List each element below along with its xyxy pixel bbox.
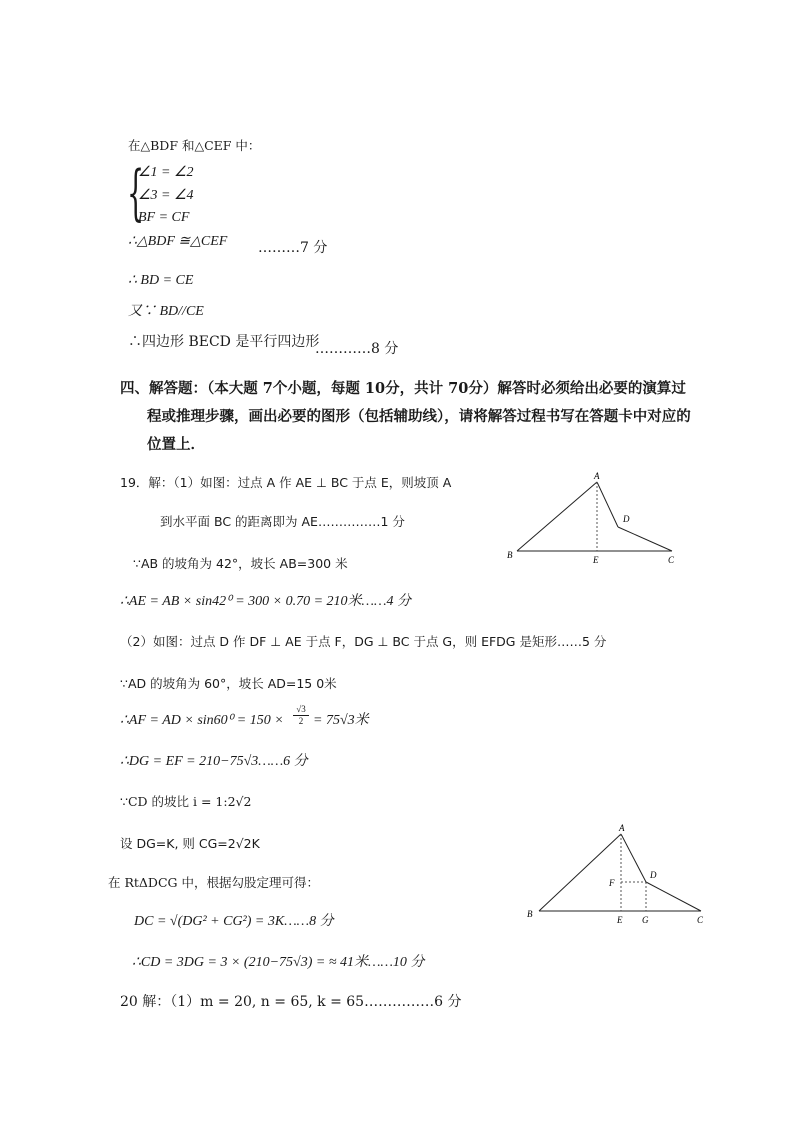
fig2-label-e: E — [617, 915, 623, 925]
q19-af-calc-right: = 75√3米 — [313, 713, 369, 728]
proof-bd-equals-ce: ∴ BD = CE — [128, 273, 194, 288]
fig2-label-a: A — [619, 823, 625, 833]
system-brace: { — [127, 158, 145, 228]
q19-ae-calc: ∴AE = AB × sin42⁰ = 300 × 0.70 = 210米……4 分 — [120, 594, 411, 609]
fig1-line-dc — [618, 527, 672, 551]
q20-line: 20 解：（1）m = 20, n = 65, k = 65……………6 分 — [120, 994, 462, 1010]
fig2-label-g: G — [642, 915, 649, 925]
q19-slope-ad: ∵AD 的坡角为 60°，坡长 AD=15 0米 — [120, 676, 337, 691]
fig2-label-c: C — [697, 915, 704, 925]
fig1-label-a: A — [594, 471, 600, 481]
section4-line3: 位置上． — [147, 436, 205, 453]
q19-slope-ab: ∵AB 的坡角为 42°，坡长 AB=300 米 — [133, 556, 348, 571]
proof-parallelogram-score: …………8 分 — [315, 341, 399, 357]
q19-dg-calc: ∴DG = EF = 210−75√3……6 分 — [120, 754, 308, 769]
q19-part2: （2）如图：过点 D 作 DF ⊥ AE 于点 F，DG ⊥ BC 于点 G，则 EFDG 是矩形……5 分 — [120, 634, 607, 649]
fig1-label-b: B — [507, 550, 513, 560]
q19-af-calc-left: ∴AF = AD × sin60⁰ = 150 × — [120, 713, 284, 728]
figure-2-diagram — [525, 820, 715, 930]
fig2-line-ab — [539, 834, 621, 911]
figure-1-diagram — [500, 470, 690, 570]
fig2-line-dc — [646, 882, 701, 911]
q19-af-fraction-denominator: 2 — [298, 716, 304, 726]
fig1-line-ad — [597, 482, 618, 527]
fig1-label-d: D — [623, 514, 630, 524]
fig1-label-e: E — [593, 555, 599, 565]
q19-intro: 19．解：（1）如图：过点 A 作 AE ⊥ BC 于点 E，则坡顶 A — [120, 475, 452, 490]
proof-congruent: ∴△BDF ≅△CEF — [128, 234, 228, 249]
proof-condition-2: ∠3 = ∠4 — [138, 188, 194, 203]
proof-condition-3: BF = CF — [138, 210, 190, 225]
proof-intro: 在△BDF 和△CEF 中： — [128, 138, 261, 153]
proof-parallelogram: ∴四边形 BECD 是平行四边形 — [128, 334, 320, 350]
fig1-line-ab — [517, 482, 597, 551]
fig2-label-d: D — [650, 870, 657, 880]
q19-af-fraction-numerator: √3 — [293, 704, 309, 716]
section4-line2: 程或推理步骤，画出必要的图形（包括辅助线），请将解答过程书写在答题卡中对应的 — [147, 408, 691, 425]
proof-condition-1: ∠1 = ∠2 — [138, 165, 194, 180]
q19-intro2: 到水平面 BC 的距离即为 AE……………1 分 — [160, 514, 405, 529]
fig2-label-f: F — [609, 878, 615, 888]
fig2-label-b: B — [527, 909, 533, 919]
q19-af-fraction — [293, 704, 309, 727]
q19-pythagoras: 在 RtΔDCG 中，根据勾股定理可得： — [108, 875, 319, 890]
fig1-label-c: C — [668, 555, 675, 565]
proof-parallel: 又∵ BD//CE — [128, 304, 204, 319]
q19-set-dg: 设 DG=K, 则 CG=2√2K — [120, 836, 260, 851]
section4-line1: 四、解答题：（本大题 7个小题，每题 10分，共计 70分）解答时必须给出必要的演算过 — [120, 380, 686, 397]
proof-congruent-score: ………7 分 — [258, 240, 328, 256]
fig2-line-ad — [621, 834, 646, 882]
q19-cd-final: ∴CD = 3DG = 3 × (210−75√3) = ≈ 41米……10 分 — [132, 955, 425, 970]
q19-cd-ratio: ∵CD 的坡比 i = 1:2√2 — [120, 794, 252, 809]
q19-dc-calc: DC = √(DG² + CG²) = 3K……8 分 — [134, 914, 334, 929]
